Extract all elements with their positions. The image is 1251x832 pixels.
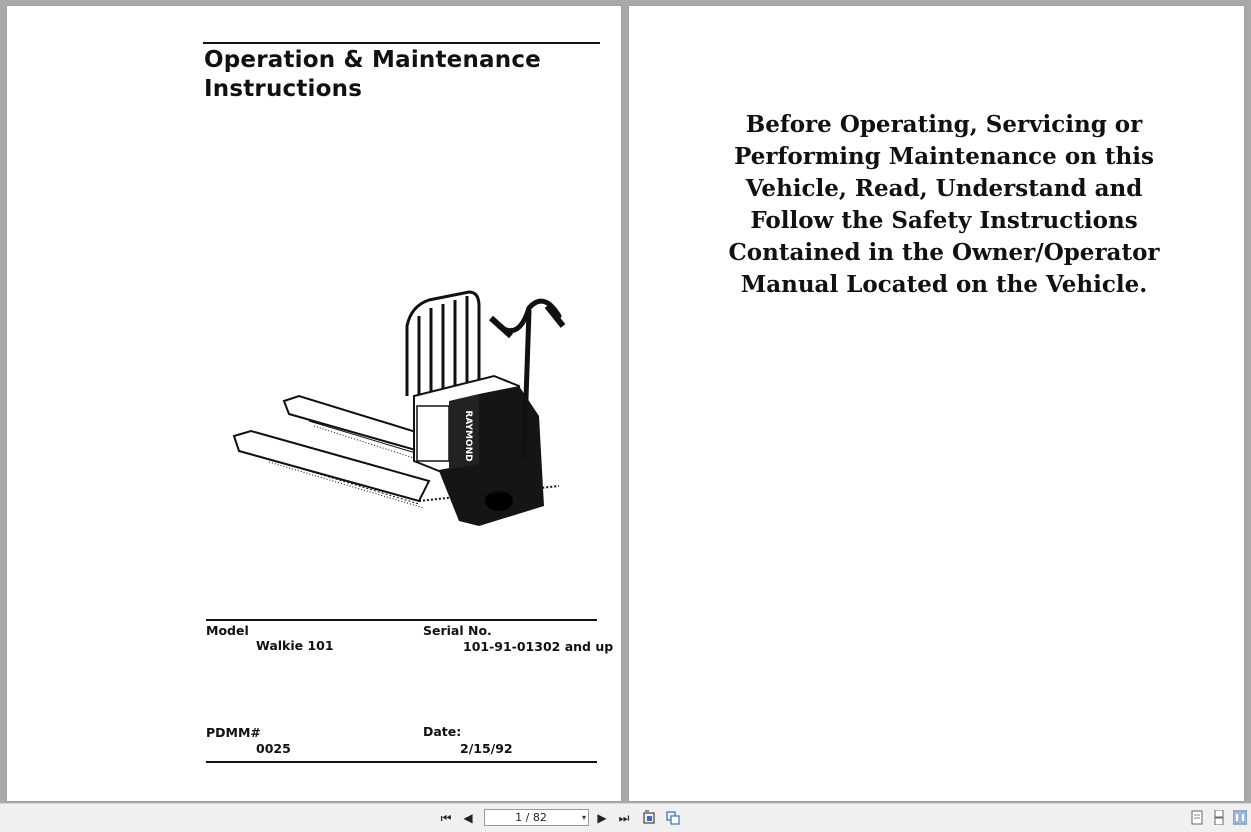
date-value: 2/15/92 — [460, 741, 513, 756]
navigation-toolbar — [0, 803, 1251, 832]
notice-line: Before Operating, Servicing or — [745, 111, 1143, 138]
page-number-input[interactable] — [484, 809, 589, 826]
page-1-cover — [7, 6, 621, 801]
model-label: Model — [206, 623, 249, 638]
last-page-button[interactable]: ⏭ — [618, 811, 630, 825]
first-page-button[interactable]: ⏮ — [440, 811, 452, 825]
notice-line: Contained in the Owner/Operator — [728, 239, 1160, 266]
page-title — [204, 46, 604, 104]
pdmm-label: PDMM# — [206, 725, 261, 740]
next-page-button[interactable]: ▶ — [597, 811, 607, 825]
notice-line: Performing Maintenance on this — [734, 143, 1154, 170]
notice-line: Vehicle, Read, Understand and — [745, 175, 1143, 202]
rotate-view-icon[interactable] — [642, 810, 656, 825]
prev-page-button[interactable]: ◀ — [463, 811, 473, 825]
notice-line: Manual Located on the Vehicle. — [740, 271, 1148, 298]
notice-line: Follow the Safety Instructions — [750, 207, 1138, 234]
safety-notice — [709, 109, 1179, 301]
title-line-1: Operation & Maintenance — [204, 47, 541, 73]
model-value: Walkie 101 — [256, 638, 334, 653]
chevron-down-icon[interactable]: ▾ — [581, 813, 586, 822]
fit-page-icon[interactable] — [666, 810, 680, 825]
two-page-view-icon[interactable] — [1233, 810, 1247, 825]
fields-top-rule — [206, 619, 597, 621]
date-label: Date: — [423, 724, 462, 739]
brand-label: RAYMOND — [463, 410, 473, 462]
page-indicator: 1 / 82 — [515, 811, 547, 824]
single-page-view-icon[interactable] — [1190, 810, 1204, 825]
title-top-rule — [203, 42, 600, 44]
serial-value: 101-91-01302 and up — [463, 639, 614, 654]
pdmm-value: 0025 — [256, 741, 291, 756]
pallet-truck-illustration — [229, 286, 569, 536]
serial-label: Serial No. — [423, 623, 492, 638]
title-line-2: Instructions — [204, 76, 363, 102]
continuous-view-icon[interactable] — [1212, 810, 1226, 825]
page-2-safety-notice — [629, 6, 1244, 801]
fields-bottom-rule — [206, 761, 597, 763]
